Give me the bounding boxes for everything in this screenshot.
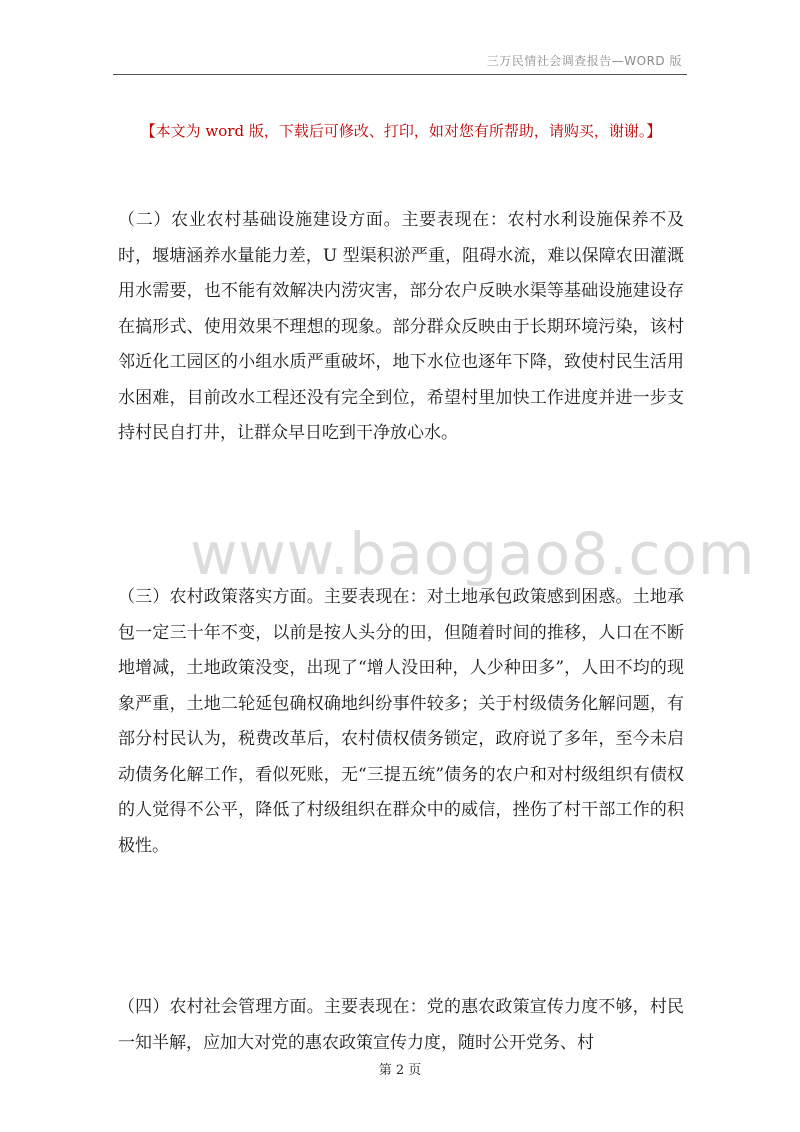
- purchase-notice: 【本文为 word 版，下载后可修改、打印，如对您有所帮助，请购买，谢谢。】: [140, 122, 662, 140]
- paragraph-infrastructure: [118, 203, 684, 452]
- paragraph-text: （四）农村社会管理方面。主要表现在：党的惠农政策宣传力度不够，村民一知半解，应加大对党的惠农政策宣传力度，随时公开党务、村: [118, 997, 684, 1053]
- site-watermark: www.baogao8.com: [190, 520, 756, 588]
- paragraph-text: （三）农村政策落实方面。主要表现在：对土地承包政策感到困惑。土地承包一定三十年不变，以前是按人头分的田，但随着时间的推移，人口在不断地增减，土地政策没变，出现了“增人没田种，人少种田多”，人田不均的现象严重，土地二轮延包确权确地纠纷事件较多；关于村级债务化解问题，有部分村民认为，税费改革后，农村债权债务锁定，政府说了多年，至今未启动债务化解工作，看似死账，无“三提五统”债务的农户和对村级组织有债权的人觉得不公平，降低了村级组织在群众中的威信，挫伤了村干部工作的积极性。: [118, 587, 684, 856]
- paragraph-policy: [118, 580, 684, 864]
- paragraph-social-management: [118, 990, 684, 1061]
- page-number: 第 2 页: [378, 1063, 422, 1078]
- paragraph-text: （二）农业农村基础设施建设方面。主要表现在：农村水利设施保养不及时，堰塘涵养水量能力差，U 型渠积淤严重，阻碍水流，难以保障农田灌溉用水需要，也不能有效解决内涝灾害，部分农户反映水渠等基础设施建设存在搞形式、使用效果不理想的现象。部分群众反映由于长期环境污染，该村邻近化工园区的小组水质严重破坏，地下水位也逐年下降，致使村民生活用水困难，目前改水工程还没有完全到位，希望村里加快工作进度并进一步支持村民自打井，让群众早日吃到干净放心水。: [118, 210, 684, 443]
- document-header-title: 三万民情社会调查报告—WORD 版: [486, 54, 682, 68]
- header-divider: [113, 74, 687, 75]
